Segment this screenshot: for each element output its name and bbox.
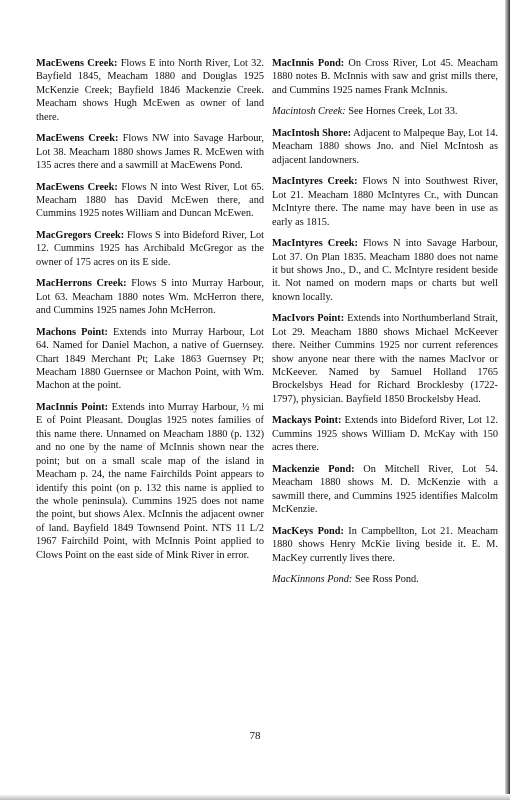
gazetteer-entry bbox=[36, 401, 264, 562]
entry-text: Extends into Murray Harbour, Lot 64. Named for Daniel Machon, a native of Guernsey. Chart 1849 Merchant Pt; Lake 1863 Guernsey Pt; Meacham 1880 Guernsee or Machon Point, with Wm. Machon at the point. bbox=[36, 326, 264, 392]
page-edge-shadow bbox=[505, 0, 510, 800]
entry-headword: Mackenzie Pond: bbox=[272, 463, 355, 475]
entry-text: Flows S into Bideford River, Lot 12. Cummins 1925 has Archibald McGregor as the owner of 175 acres on its E side. bbox=[36, 230, 265, 268]
entry-text: Flows N into Southwest River, Lot 21. Meacham 1880 McIntyres Cr., with Duncan McIntyre there. The name may have been in use as early as 1815. bbox=[272, 176, 498, 228]
entry-text: Adjacent to Malpeque Bay, Lot 14. Meacham 1880 shows Jno. and Niel McIntosh as adjacent landowners. bbox=[272, 128, 499, 166]
entry-headword: MacIntyres Creek: bbox=[272, 238, 358, 250]
entry-headword: MacEwens Creek: bbox=[36, 133, 119, 145]
gazetteer-entry bbox=[272, 175, 498, 229]
entry-headword: MacKeys Pond: bbox=[272, 525, 344, 537]
entry-headword: MacEwens Creek: bbox=[36, 58, 118, 69]
entry-text: Flows S into Murray Harbour, Lot 63. Meacham 1880 notes Wm. McHerron there, and Cummins 1925 names John McHerron. bbox=[36, 278, 264, 317]
page-bottom-shadow bbox=[0, 794, 510, 800]
gazetteer-entry bbox=[36, 181, 264, 221]
gazetteer-entry bbox=[272, 573, 498, 586]
gazetteer-entry bbox=[36, 277, 264, 317]
entry-headword: MacIntyres Creek: bbox=[272, 176, 358, 188]
entry-text: Flows N into West River, Lot 65. Meacham 1880 has David McEwen there, and Cummins 1925 notes William and Duncan McEwen. bbox=[36, 181, 264, 220]
entry-text: On Cross River, Lot 45. Meacham 1880 notes B. McInnis with saw and grist mills there, and Cummins 1925 names Frank McInnis. bbox=[272, 58, 498, 96]
entry-text: Flows E into North River, Lot 32. Bayfield 1845, Meacham 1880 and Douglas 1925 McKenzie Creek; Bayfield 1846 Mackenzie Creek. Meacham shows Hugh McEwen as owner of land there. bbox=[36, 58, 264, 123]
entry-text: Flows NW into Savage Harbour, Lot 38. Meacham 1880 shows James R. McEwen with 135 acres there and a sawmill at MacEwens Pond. bbox=[36, 133, 264, 172]
entry-headword: MacEwens Creek: bbox=[36, 181, 118, 193]
entry-headword: MacInnis Point: bbox=[36, 402, 109, 414]
gazetteer-entry bbox=[272, 127, 498, 167]
gazetteer-entry bbox=[272, 312, 498, 406]
entry-headword: MacHerrons Creek: bbox=[36, 278, 127, 290]
entry-text: Flows N into Savage Harbour, Lot 37. On Plan 1835. Meacham 1880 does not name it but shows Jno., D., and C. McIntyre resident beside it. Not named on modern maps or charts but well known locally. bbox=[272, 238, 498, 303]
entry-headword: MacKinnons Pond: bbox=[272, 574, 353, 586]
entry-text: On Mitchell River, Lot 54. Meacham 1880 shows M. D. McKenzie with a sawmill there, and Cummins 1925 identifies Malcolm McKenzie. bbox=[272, 463, 498, 516]
entry-headword: Macintosh Creek: bbox=[272, 106, 346, 118]
page-number: 78 bbox=[249, 730, 261, 742]
gazetteer-entry bbox=[36, 326, 264, 393]
entry-headword: Machons Point: bbox=[36, 326, 108, 338]
entry-text: In Campbellton, Lot 21. Meacham 1880 shows Henry McKie living beside it. E. M. MacKey currently lives there. bbox=[272, 525, 498, 564]
gazetteer-entry bbox=[272, 463, 498, 517]
gazetteer-entry bbox=[36, 229, 264, 269]
entry-headword: MacIntosh Shore: bbox=[272, 128, 352, 139]
gazetteer-entry bbox=[272, 414, 498, 454]
entry-text: See Hornes Creek, Lot 33. bbox=[345, 106, 458, 118]
right-column bbox=[272, 57, 498, 595]
entry-text: Extends into Murray Harbour, ½ mi E of Point Pleasant. Douglas 1925 notes families of this name there. Unnamed on Meacham 1880 (p. 132) and no one by the name of McInnis shown near the point; but on a small scale map of the island in Meacham p. 24, the name Fairchilds Point appears to identify this point (on p. 132 this name is applied to the whole peninsula). Cummins 1925 does not name the point, but shows Alex. McInnis the adjacent owner of land. Bayfield 1849 Townsend Point. NTS 11 L/2 1967 Fairchild Point, with McInnis Point applied to Clows Point on the east side of Mink River in error. bbox=[36, 402, 264, 561]
entry-headword: MacInnis Pond: bbox=[272, 58, 345, 69]
entry-text: Extends into Northumberland Strait, Lot 29. Meacham 1880 shows Michael McKeever there. Neither Cummins 1925 nor current references show anyone near there with the names MacIvor or McKeever. Named by Samuel Holland 1765 Brockelsbys Head for Richard Brocklesby (1722-1797), physician. Bayfield 1850 Brockelsby Head. bbox=[272, 313, 498, 405]
gazetteer-entry bbox=[272, 237, 498, 304]
entry-headword: MacGregors Creek: bbox=[36, 230, 125, 242]
gazetteer-entry bbox=[36, 57, 264, 124]
entry-text: Extends into Bideford River, Lot 12. Cummins 1925 shows William D. McKay with 150 acres there. bbox=[272, 415, 498, 454]
gazetteer-entry bbox=[272, 105, 498, 118]
entry-headword: Mackays Point: bbox=[272, 415, 342, 427]
gazetteer-entry bbox=[36, 132, 264, 172]
entry-text: See Ross Pond. bbox=[352, 574, 419, 586]
left-column bbox=[36, 57, 264, 570]
entry-headword: MacIvors Point: bbox=[272, 313, 345, 325]
gazetteer-entry bbox=[272, 525, 498, 565]
gazetteer-entry bbox=[272, 57, 498, 97]
